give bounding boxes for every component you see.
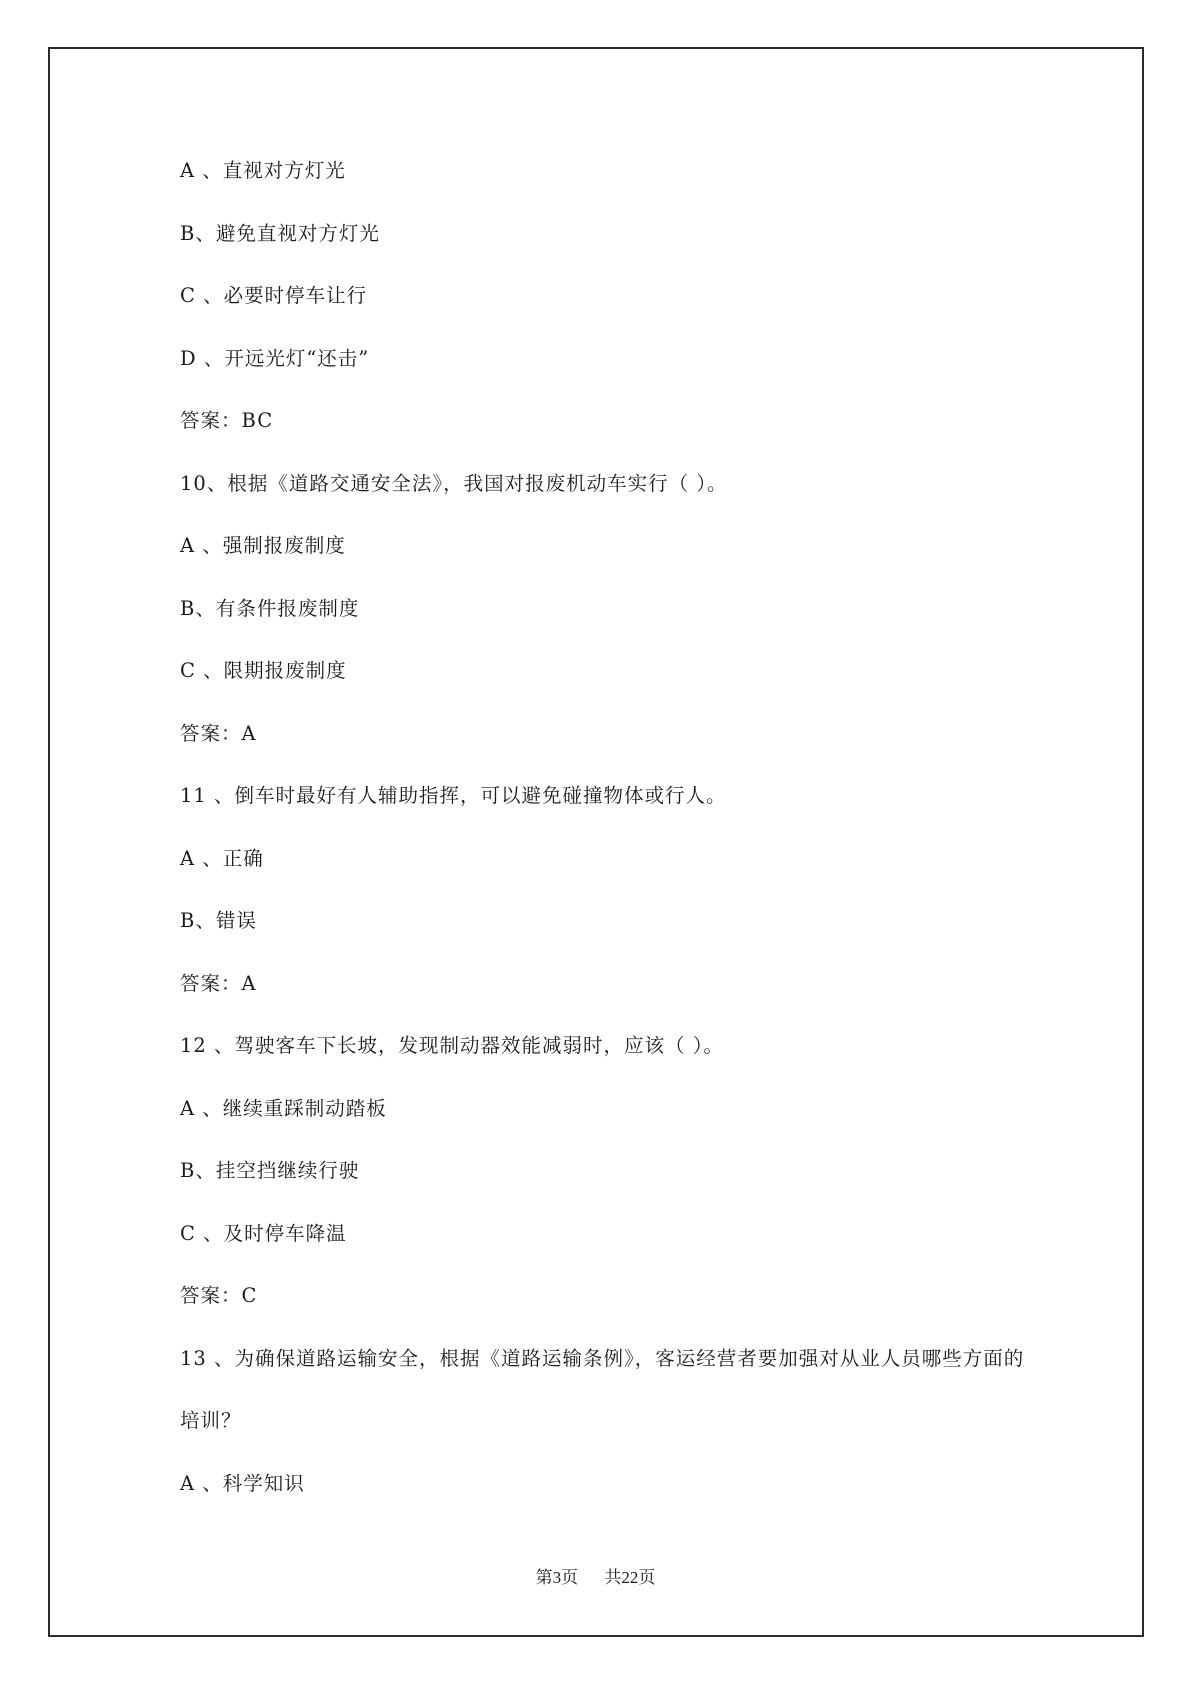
answer-line: 答案：C	[180, 1284, 258, 1307]
page-footer	[0, 1567, 1191, 1589]
option-a-line: A 、继续重踩制动踏板	[180, 1096, 387, 1120]
option-b-line: B、避免直视对方灯光	[180, 221, 380, 245]
question-12: 12 、驾驶客车下长坡，发现制动器效能减弱时，应该（ ）。	[180, 1034, 724, 1057]
option-a-line: A 、正确	[180, 846, 264, 870]
option-b-line: B、有条件报废制度	[180, 596, 360, 620]
page-number: 第3页	[535, 1568, 579, 1587]
option-b-line: B、挂空挡继续行驶	[180, 1159, 360, 1182]
question-11: 11 、倒车时最好有人辅助指挥，可以避免碰撞物体或行人。	[180, 784, 727, 807]
option-b-line: B、错误	[180, 909, 257, 932]
question-13-continued: 培训？	[180, 1409, 242, 1432]
question-13: 13 、为确保道路运输安全，根据《道路运输条例》，客运经营者要加强对从业人员哪些方面的	[180, 1346, 1025, 1370]
option-a-line: A 、直视对方灯光	[180, 159, 346, 182]
option-a-line: A 、科学知识	[180, 1471, 305, 1495]
option-c-line: C 、限期报废制度	[180, 659, 347, 682]
option-a-line: A 、强制报废制度	[180, 534, 346, 557]
answer-line: 答案：A	[180, 971, 257, 995]
answer-line: 答案：A	[180, 721, 257, 745]
option-c-line: C 、必要时停车让行	[180, 284, 368, 307]
answer-line: 答案：BC	[180, 409, 274, 432]
question-text-block	[180, 158, 1080, 1533]
question-10: 10、根据《道路交通安全法》，我国对报废机动车实行（ ）。	[180, 471, 728, 495]
option-d-line: D 、开远光灯“还击”	[180, 346, 370, 370]
page-total: 共22页	[604, 1568, 656, 1587]
option-c-line: C 、及时停车降温	[180, 1221, 347, 1245]
